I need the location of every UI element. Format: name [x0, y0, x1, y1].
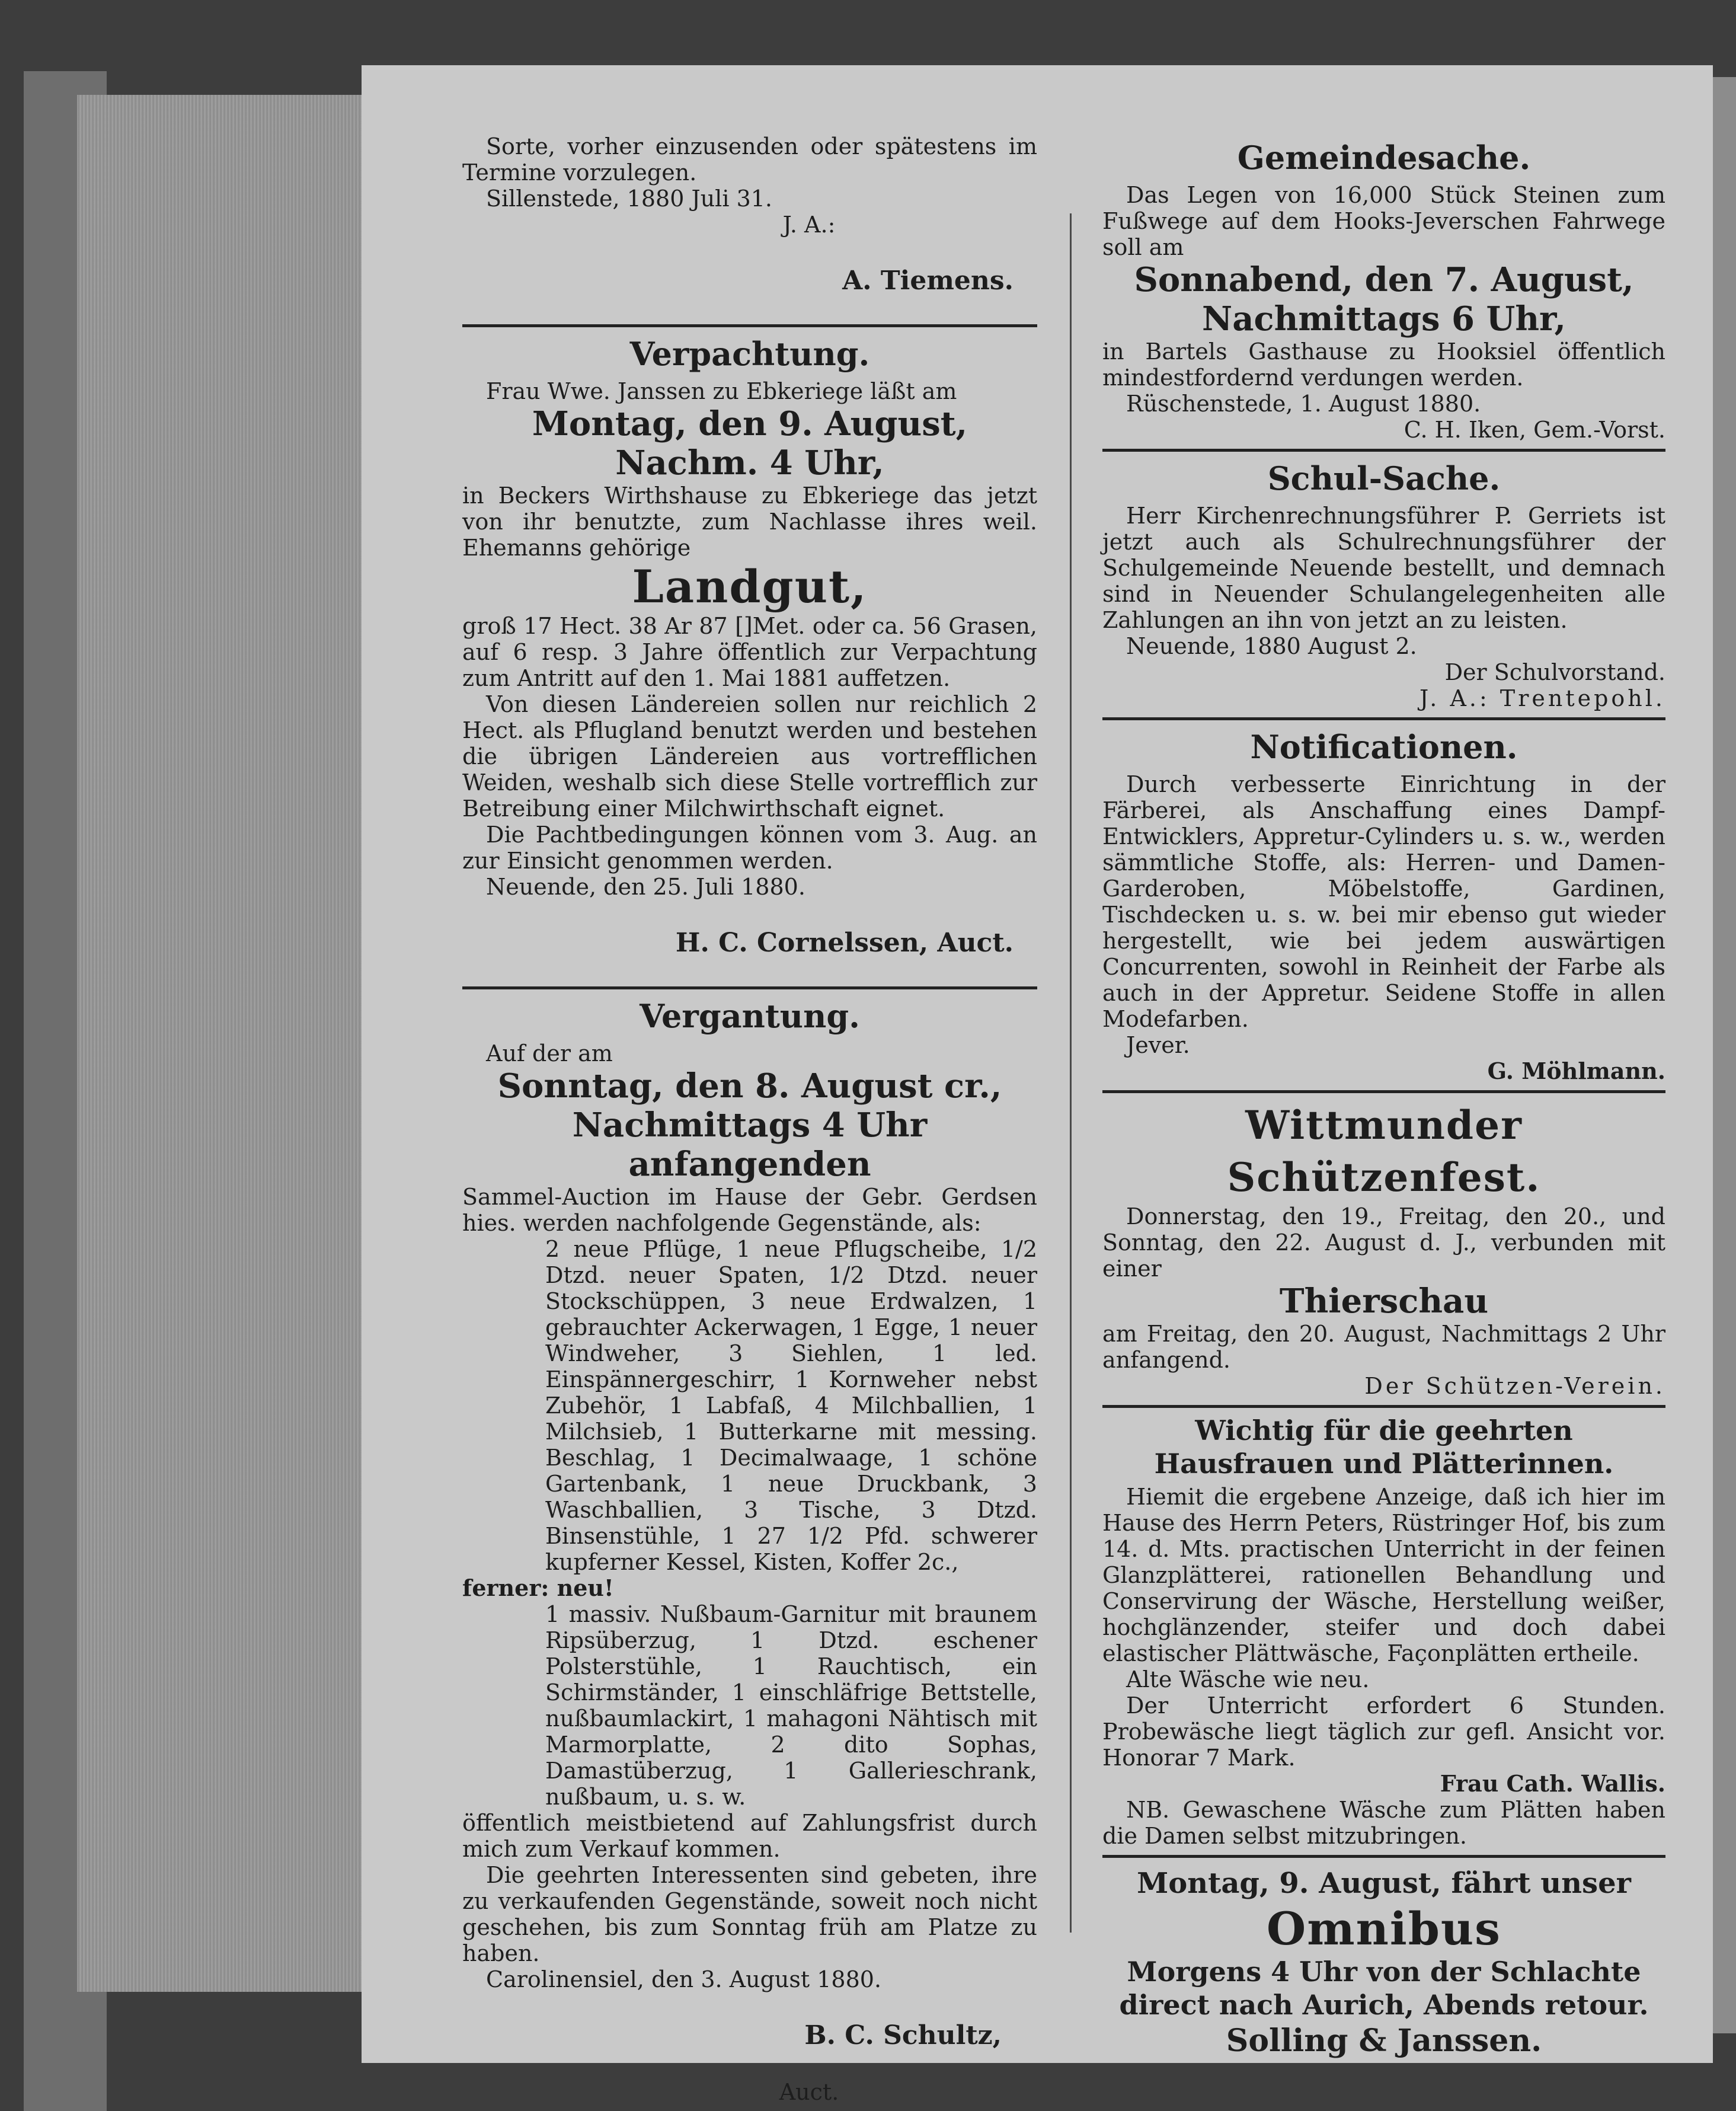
verpachtung-intro: Frau Wwe. Janssen zu Ebkeriege läßt am [486, 378, 957, 404]
schulsache-place: Neuende, 1880 August 2. [1126, 633, 1417, 659]
hausfrauen-text: Hiemit die ergebene Anzeige, daß ich hier im Hause des Herrn Peters, Rüstringer Hof, bis zum 14. d. Mts. practischen Unterricht in der feinen Glanzplätterei, rationellen Behandlung und Conservirung der Wäsche, Herstellung weißer, hochglänzender, steifer und doch dabei elastischer Plättwäsche, Façonplätten ertheile. [1102, 1484, 1665, 1666]
gemeindesache-location: in Bartels Gasthause zu Hooksiel öffentlich mindestfordernd verdungen werden. [1102, 338, 1665, 391]
vergantung-signature-title: Auct. [779, 2079, 839, 2105]
verpachtung-size: groß 17 Hect. 38 Ar 87 []Met. oder ca. 56 Grasen, auf 6 resp. 3 Jahre öffentlich zur Verpachtung zum Antritt auf den 1. Mai 1881 auffetzen. [462, 613, 1037, 691]
verpachtung-date: Montag, den 9. August, [532, 404, 968, 443]
right-column [1102, 133, 1665, 2061]
section-rule [1102, 1855, 1665, 1858]
omnibus-signature: Solling & Janssen. [1226, 2023, 1542, 2059]
omnibus-title: Omnibus [1267, 1902, 1501, 1955]
left-column [462, 133, 1037, 2105]
gemeindesache-text: Das Legen von 16,000 Stück Steinen zum Fußwege auf dem Hooks-Jeverschen Fahrwege soll am [1102, 182, 1665, 260]
hausfrauen-note: NB. Gewaschene Wäsche zum Plätten haben die Damen selbst mitzubringen. [1102, 1797, 1665, 1849]
schuetzenfest-time: am Freitag, den 20. August, Nachmittags 2 Uhr anfangend. [1102, 1321, 1665, 1373]
notificationen-title: Notificationen. [1250, 728, 1518, 766]
verpachtung-title: Verpachtung. [629, 335, 870, 373]
section-rule [1102, 1090, 1665, 1093]
hausfrauen-signature: Frau Cath. Wallis. [1440, 1770, 1665, 1797]
hausfrauen-lesson-info: Der Unterricht erfordert 6 Stunden. Probewäsche liegt täglich zur gefl. Ansicht vor. Honorar 7 Mark. [1102, 1692, 1665, 1771]
gemeindesache-title: Gemeindesache. [1237, 139, 1531, 177]
verpachtung-signature: H. C. Cornelssen, Auct. [675, 928, 1014, 958]
schulsache-signature: Der Schulvorstand. [1444, 659, 1665, 685]
next-page-edge [1713, 77, 1736, 2033]
verpachtung-description: Von diesen Ländereien sollen nur reichlich 2 Hect. als Pflugland benutzt werden und bestehen die übrigen Ländereien aus vortrefflichen Weiden, weshalb sich diese Stelle vortrefflich zur Betreibung einer Milchwirthschaft eignet. [462, 691, 1037, 822]
gemeindesache-time: Nachmittags 6 Uhr, [1202, 299, 1566, 338]
schuetzenfest-signature: Der Schützen-Verein. [1364, 1373, 1665, 1399]
omnibus-intro: Montag, 9. August, fährt unser [1137, 1867, 1631, 1900]
verpachtung-location: in Beckers Wirthshause zu Ebkeriege das jetzt von ihr benutzte, zum Nachlasse ihres weil. Ehemanns gehörige [462, 483, 1037, 561]
verpachtung-object: Landgut, [632, 560, 868, 613]
schuetzenfest-thierschau: Thierschau [1279, 1282, 1489, 1321]
column-divider [1070, 213, 1072, 1933]
vergantung-place: Carolinensiel, den 3. August 1880. [486, 1966, 882, 1992]
section-rule [1102, 449, 1665, 452]
section-rule [1102, 1405, 1665, 1408]
vergantung-ferner: ferner: neu! [462, 1575, 614, 1601]
gemeindesache-date: Sonnabend, den 7. August, [1134, 260, 1634, 299]
omnibus-schedule: Morgens 4 Uhr von der Schlachte direct nach Aurich, Abends retour. [1119, 1956, 1649, 2021]
schulsache-text: Herr Kirchenrechnungsführer P. Gerriets ist jetzt auch als Schulrechnungsführer der Schulgemeinde Neuende bestellt, und demnach sind in Neuender Schulangelegenheiten alle Zahlungen an ihn von jetzt an zu leisten. [1102, 503, 1665, 633]
verpachtung-time: Nachm. 4 Uhr, [615, 443, 884, 483]
vergantung-sale-note: öffentlich meistbietend auf Zahlungsfrist durch mich zum Verkauf kommen. [462, 1810, 1037, 1862]
intro-text: Sorte, vorher einzusenden oder spätestens im Termine vorzulegen. [462, 133, 1037, 186]
intro-place: Sillenstede, 1880 Juli 31. [486, 186, 772, 212]
schulsache-title: Schul-Sache. [1267, 459, 1501, 497]
schulsache-signature-2: J. A.: Trentepohl. [1420, 685, 1665, 711]
vergantung-new-items-list: 1 massiv. Nußbaum-Garnitur mit braunem Ripsüberzug, 1 Dtzd. eschener Polsterstühle, 1 Rauchtisch, ein Schirmständer, 1 einschläfrige Bettstelle, nußbaumlackirt, 1 mahagoni Nähtisch mit Marmorplatte, 2 dito Sophas, Damastüberzug, 1 Gallerieschrank, nußbaum, u. s. w. [545, 1601, 1037, 1810]
intro-ia: J. A.: [782, 212, 836, 238]
schuetzenfest-text: Donnerstag, den 19., Freitag, den 20., und Sonntag, den 22. August d. J., verbunden mit einer [1102, 1203, 1665, 1282]
hausfrauen-title: Wichtig für die geehrten Hausfrauen und Plätterinnen. [1154, 1414, 1614, 1480]
vergantung-date: Sonntag, den 8. August cr., [497, 1066, 1002, 1106]
vergantung-signature: B. C. Schultz, [804, 2020, 1002, 2051]
vergantung-interested-note: Die geehrten Interessenten sind gebeten, ihre zu verkaufenden Gegenstände, soweit noch nicht geschehen, bis zum Sonntag früh am Platze zu haben. [462, 1862, 1037, 1966]
notificationen-text: Durch verbesserte Einrichtung in der Färberei, als Anschaffung eines Dampf-Entwicklers, Appretur-Cylinders u. s. w., werden sämmtliche Stoffe, als: Herren- und Damen-Garderoben, Möbelstoffe, Gardinen, Tischdecken u. s. w. bei mir ebenso gut wieder hergestellt, wie bei jedem auswärtigen Concurrenten, sowohl in Reinheit der Farbe als auch in der Appretur. Seidene Stoffe in allen Modefarben. [1102, 771, 1665, 1032]
section-rule [1102, 717, 1665, 720]
vergantung-intro: Auf der am [486, 1040, 613, 1066]
section-rule [462, 986, 1037, 989]
notificationen-place: Jever. [1126, 1032, 1190, 1058]
vergantung-auction: Sammel-Auction im Hause der Gebr. Gerdsen hies. werden nachfolgende Gegenstände, als: [462, 1184, 1037, 1236]
verpachtung-conditions: Die Pachtbedingungen können vom 3. Aug. an zur Einsicht genommen werden. [462, 822, 1037, 874]
page-edges [77, 95, 362, 1992]
gemeindesache-signature: C. H. Iken, Gem.-Vorst. [1403, 417, 1665, 443]
hausfrauen-old-laundry: Alte Wäsche wie neu. [1126, 1666, 1370, 1692]
notificationen-signature: G. Möhlmann. [1487, 1058, 1665, 1084]
vergantung-title: Vergantung. [640, 997, 860, 1035]
verpachtung-place: Neuende, den 25. Juli 1880. [486, 874, 805, 900]
gemeindesache-place: Rüschenstede, 1. August 1880. [1126, 391, 1481, 417]
vergantung-time: Nachmittags 4 Uhr anfangenden [572, 1106, 928, 1184]
section-rule [462, 324, 1037, 327]
schuetzenfest-title: Wittmunder Schützenfest. [1227, 1102, 1541, 1200]
vergantung-items-list: 2 neue Pflüge, 1 neue Pflugscheibe, 1/2 Dtzd. neuer Spaten, 1/2 Dtzd. neuer Stockschüppen, 3 neue Erdwalzen, 1 gebrauchter Ackerwagen, 1 Egge, 1 neuer Windweher, 3 Siehlen, 1 led. Einspännergeschirr, 1 Kornweher nebst Zubehör, 1 Labfaß, 4 Milchballien, 1 Milchsieb, 1 Butterkarne mit messing. Beschlag, 1 Decimalwaage, 1 schöne Gartenbank, 1 neue Druckbank, 3 Waschballien, 3 Tische, 3 Dtzd. Binsenstühle, 1 27 1/2 Pfd. schwerer kupferner Kessel, Kisten, Koffer 2c., [545, 1236, 1037, 1575]
intro-signature: A. Tiemens. [842, 266, 1014, 296]
